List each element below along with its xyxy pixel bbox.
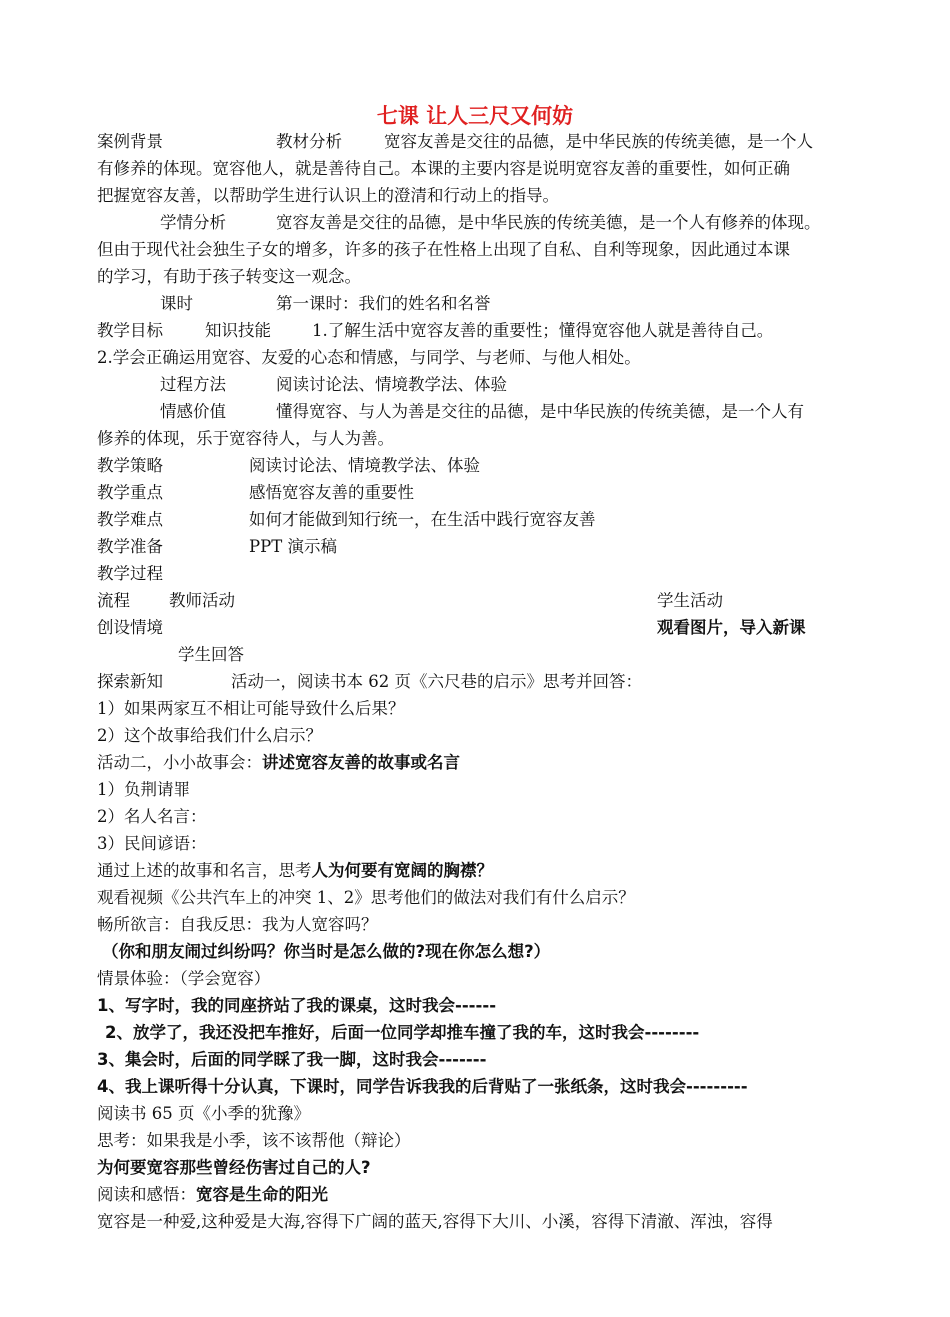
think-question: 人为何要有宽阔的胸襟？ bbox=[311, 861, 493, 880]
analysis-text-3: 把握宽容友善，以帮助学生进行认识上的澄清和行动上的指导。 bbox=[97, 186, 559, 205]
video-line: 观看视频《公共汽车上的冲突 1、2》思考他们的做法对我们有什么启示？ bbox=[97, 888, 635, 907]
read-line: 阅读书 65 页《小季的犹豫》 bbox=[97, 1104, 310, 1123]
goals-sub-process: 过程方法 bbox=[160, 375, 226, 394]
info-value: 阅读讨论法、情境教学法、体验 bbox=[249, 456, 480, 475]
learner-text-1: 宽容友善是交往的品德，是中华民族的传统美德，是一个人有修养的体现。 bbox=[276, 213, 821, 232]
learner-text-3: 的学习，有助于孩子转变这一观念。 bbox=[97, 267, 361, 286]
teacher-activity-header: 教师活动 bbox=[169, 591, 235, 610]
learner-label: 学情分析 bbox=[160, 213, 226, 232]
scene-item-1: 1、写字时，我的同座挤站了我的课桌，这时我会------ bbox=[97, 996, 497, 1015]
student-activity-header: 学生活动 bbox=[657, 591, 723, 610]
page-title: 七课 让人三尺又何妨 bbox=[376, 104, 574, 128]
goals-sub-emotion: 情感价值 bbox=[160, 402, 226, 421]
learner-text-2: 但由于现代社会独生子女的增多，许多的孩子在性格上出现了自私、自利等现象，因此通过本课 bbox=[97, 240, 790, 259]
info-label: 教学准备 bbox=[97, 537, 163, 556]
last-paragraph: 宽容是一种爱,这种爱是大海,容得下广阔的蓝天,容得下大川、小溪，容得下清澈、浑浊，容得 bbox=[97, 1212, 773, 1231]
why-question: 为何要宽容那些曾经伤害过自己的人? bbox=[97, 1158, 371, 1177]
step-label: 创设情境 bbox=[97, 618, 163, 637]
lesson-value: 第一课时：我们的姓名和名誉 bbox=[276, 294, 491, 313]
analysis-label: 教材分析 bbox=[276, 132, 342, 151]
info-value: 如何才能做到知行统一，在生活中践行宽容友善 bbox=[249, 510, 596, 529]
background-line-1 bbox=[97, 130, 163, 154]
student-answer: 学生回答 bbox=[178, 645, 244, 664]
scene-item-4: 4、我上课听得十分认真，下课时，同学告诉我我的后背贴了一张纸条，这时我会--------- bbox=[97, 1077, 748, 1096]
question-2: 2）这个故事给我们什么启示？ bbox=[97, 726, 322, 745]
goals-text-2: 2.学会正确运用宽容、友爱的心态和情感，与同学、与老师、与他人相处。 bbox=[97, 348, 641, 367]
think-prefix: 通过上述的故事和名言，思考 bbox=[97, 861, 312, 880]
activity-two-task: 讲述宽容友善的故事或名言 bbox=[262, 753, 460, 772]
scene-label: 情景体验：（学会宽容） bbox=[97, 969, 271, 988]
goals-label: 教学目标 bbox=[97, 321, 163, 340]
activity-one: 活动一，阅读书本 62 页《六尺巷的启示》思考并回答： bbox=[231, 672, 642, 691]
think-2-line: 思考：如果我是小季，该不该帮他（辩论） bbox=[97, 1131, 411, 1150]
think-line bbox=[97, 859, 493, 883]
info-label: 教学策略 bbox=[97, 456, 163, 475]
reflect-line: 畅所欲言：自我反思：我为人宽容吗？ bbox=[97, 915, 378, 934]
scene-item-2: 2、放学了，我还没把车推好，后面一位同学却推车撞了我的车，这时我会-------- bbox=[105, 1023, 700, 1042]
process-label: 教学过程 bbox=[97, 564, 163, 583]
background-label: 案例背景 bbox=[97, 132, 163, 151]
flow-header: 流程 bbox=[97, 591, 130, 610]
story-1: 1）负荆请罪 bbox=[97, 780, 190, 799]
analysis-text-2: 有修养的体现。宽容他人，就是善待自己。本课的主要内容是说明宽容友善的重要性，如何正确 bbox=[97, 159, 790, 178]
goals-text-4: 懂得宽容、与人为善是交往的品德，是中华民族的传统美德，是一个人有 bbox=[276, 402, 804, 421]
goals-sub-knowledge: 知识技能 bbox=[205, 321, 271, 340]
goals-text-1: 1.了解生活中宽容友善的重要性；懂得宽容他人就是善待自己。 bbox=[312, 321, 774, 340]
info-label: 教学重点 bbox=[97, 483, 163, 502]
story-2: 2）名人名言： bbox=[97, 807, 207, 826]
info-label: 教学难点 bbox=[97, 510, 163, 529]
info-value: PPT 演示稿 bbox=[249, 537, 337, 556]
explore-label: 探索新知 bbox=[97, 672, 163, 691]
reflect-question: （你和朋友闹过纠纷吗？你当时是怎么做的?现在你怎么想?） bbox=[102, 942, 551, 961]
scene-item-3: 3、集会时，后面的同学睬了我一脚，这时我会------- bbox=[97, 1050, 487, 1069]
sense-label: 阅读和感悟： bbox=[97, 1185, 196, 1204]
activity-two-label: 活动二，小小故事会： bbox=[97, 753, 262, 772]
sense-title: 宽容是生命的阳光 bbox=[196, 1185, 328, 1204]
question-1: 1）如果两家互不相让可能导致什么后果？ bbox=[97, 699, 405, 718]
lesson-label: 课时 bbox=[160, 294, 193, 313]
analysis-text-1: 宽容友善是交往的品德，是中华民族的传统美德，是一个人 bbox=[384, 132, 813, 151]
sense-line bbox=[97, 1183, 328, 1207]
story-3: 3）民间谚语： bbox=[97, 834, 207, 853]
info-value: 感悟宽容友善的重要性 bbox=[249, 483, 414, 502]
step-student-activity: 观看图片，导入新课 bbox=[657, 618, 806, 637]
goals-text-5: 修养的体现，乐于宽容待人，与人为善。 bbox=[97, 429, 394, 448]
goals-text-3: 阅读讨论法、情境教学法、体验 bbox=[276, 375, 507, 394]
activity-two bbox=[97, 751, 460, 775]
